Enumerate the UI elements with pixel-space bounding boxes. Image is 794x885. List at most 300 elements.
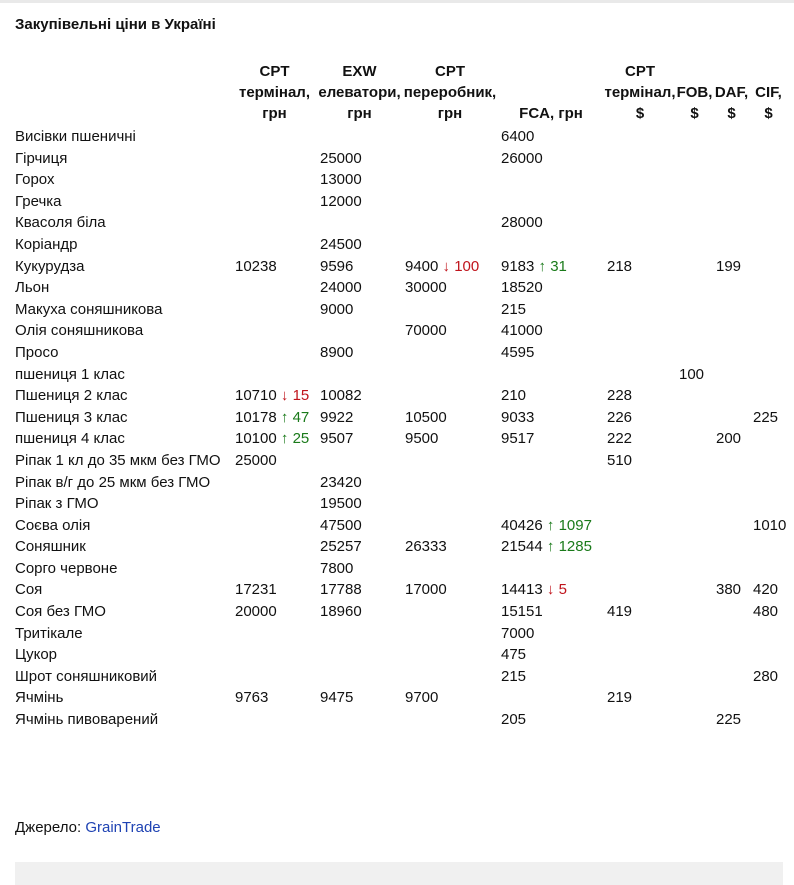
price-cell [402, 472, 498, 494]
price-cell [750, 385, 787, 407]
price-cell [676, 212, 713, 234]
price-cell [604, 407, 676, 429]
price-value: 10178 [235, 408, 277, 426]
price-cell [317, 320, 402, 342]
price-cell [232, 472, 317, 494]
price-cell [317, 342, 402, 364]
price-value: 18520 [501, 279, 543, 297]
table-row [12, 450, 787, 472]
column-header: EXW елеватори, грн [318, 63, 401, 122]
price-cell [676, 666, 713, 688]
price-value: 47500 [320, 516, 362, 534]
price-cell [498, 558, 604, 580]
price-cell [498, 277, 604, 299]
price-cell [604, 644, 676, 666]
price-cell [750, 515, 787, 537]
prices-table [12, 59, 787, 731]
change-value: 31 [550, 257, 567, 275]
price-cell [676, 579, 713, 601]
price-cell [713, 666, 750, 688]
price-cell [750, 256, 787, 278]
source-link[interactable]: GrainTrade [85, 819, 161, 836]
price-cell [604, 601, 676, 623]
price-value: 380 [716, 581, 742, 599]
product-name: Коріандр [15, 235, 78, 253]
price-cell [402, 450, 498, 472]
price-value: 9700 [405, 689, 439, 707]
change-indicator [281, 430, 309, 447]
price-value: 25257 [320, 538, 362, 556]
price-cell [750, 212, 787, 234]
product-name: Сорго червоне [15, 559, 118, 577]
price-cell [676, 364, 713, 386]
change-indicator [443, 258, 480, 275]
table-row [12, 515, 787, 537]
price-cell [713, 342, 750, 364]
price-value: 510 [607, 451, 633, 469]
price-cell [750, 601, 787, 623]
price-cell [232, 407, 317, 429]
price-cell [750, 234, 787, 256]
price-cell [317, 148, 402, 170]
price-cell [232, 709, 317, 731]
price-cell [604, 472, 676, 494]
price-cell [317, 256, 402, 278]
price-value: 419 [607, 603, 633, 621]
source-line [15, 819, 161, 836]
price-cell [317, 644, 402, 666]
price-cell [713, 558, 750, 580]
price-value: 10238 [235, 257, 277, 275]
price-cell [676, 234, 713, 256]
price-cell [676, 342, 713, 364]
price-cell [317, 515, 402, 537]
price-value: 210 [501, 387, 527, 405]
price-cell [713, 428, 750, 450]
price-cell [402, 277, 498, 299]
price-cell [676, 148, 713, 170]
price-value: 1010 [753, 516, 787, 534]
price-value: 15151 [501, 603, 543, 621]
product-name: Кукурудза [15, 257, 85, 275]
change-value: 15 [292, 387, 310, 405]
price-cell [402, 169, 498, 191]
price-cell [750, 666, 787, 688]
price-cell [402, 666, 498, 688]
price-cell [498, 407, 604, 429]
price-cell [750, 450, 787, 472]
price-cell [498, 687, 604, 709]
price-cell [317, 601, 402, 623]
price-cell [402, 407, 498, 429]
price-cell [317, 472, 402, 494]
arrow-up-icon: ↑ [546, 538, 555, 556]
price-cell [713, 472, 750, 494]
arrow-up-icon: ↑ [538, 257, 547, 275]
price-cell [604, 342, 676, 364]
price-value: 480 [753, 603, 779, 621]
product-name: Просо [15, 343, 59, 361]
product-name: Пшениця 3 клас [15, 408, 128, 426]
price-cell [676, 191, 713, 213]
price-value: 420 [753, 581, 779, 599]
price-cell [402, 148, 498, 170]
price-cell [604, 385, 676, 407]
price-cell [232, 234, 317, 256]
price-cell [713, 234, 750, 256]
price-cell [750, 623, 787, 645]
product-name: Тритікале [15, 624, 83, 642]
price-value: 17000 [405, 581, 447, 599]
price-cell [232, 687, 317, 709]
change-indicator [539, 258, 567, 275]
price-value: 24000 [320, 279, 362, 297]
price-cell [498, 450, 604, 472]
source-label: Джерело: [15, 819, 82, 836]
price-value: 25000 [320, 149, 362, 167]
price-cell [498, 601, 604, 623]
price-cell [676, 407, 713, 429]
table-row [12, 342, 787, 364]
footer-bar [15, 862, 783, 885]
price-cell [676, 428, 713, 450]
price-cell [402, 515, 498, 537]
price-value: 10710 [235, 387, 277, 405]
price-cell [604, 212, 676, 234]
product-name: Висівки пшеничні [15, 128, 136, 145]
change-indicator [281, 387, 309, 404]
price-cell [750, 644, 787, 666]
price-cell [750, 687, 787, 709]
price-cell [317, 299, 402, 321]
price-cell [750, 579, 787, 601]
price-cell [317, 191, 402, 213]
price-cell [713, 299, 750, 321]
price-cell [402, 644, 498, 666]
price-value: 225 [753, 408, 779, 426]
price-cell [713, 256, 750, 278]
price-cell [232, 385, 317, 407]
price-cell [402, 126, 498, 148]
price-cell [604, 191, 676, 213]
change-value: 1285 [558, 538, 592, 556]
price-cell [676, 536, 713, 558]
table-row [12, 428, 787, 450]
price-cell [604, 558, 676, 580]
price-cell [676, 515, 713, 537]
price-cell [750, 126, 787, 148]
price-cell [604, 169, 676, 191]
price-cell [676, 623, 713, 645]
price-value: 18960 [320, 603, 362, 621]
price-value: 205 [501, 711, 527, 729]
price-cell [713, 536, 750, 558]
price-cell [498, 493, 604, 515]
price-cell [676, 709, 713, 731]
price-value: 6400 [501, 128, 535, 145]
price-cell [232, 299, 317, 321]
column-header: CIF, $ [755, 84, 782, 122]
price-cell [604, 623, 676, 645]
product-name: Цукор [15, 646, 58, 664]
product-name: пшениця 4 клас [15, 430, 125, 448]
price-cell [676, 472, 713, 494]
price-cell [713, 493, 750, 515]
price-cell [604, 515, 676, 537]
price-cell [402, 385, 498, 407]
price-cell [232, 601, 317, 623]
price-cell [402, 493, 498, 515]
table-row [12, 666, 787, 688]
price-cell [232, 126, 317, 148]
price-cell [498, 364, 604, 386]
price-cell [232, 277, 317, 299]
price-cell [676, 256, 713, 278]
price-cell [498, 709, 604, 731]
price-cell [713, 601, 750, 623]
price-cell [402, 364, 498, 386]
price-value: 226 [607, 408, 633, 426]
price-cell [498, 428, 604, 450]
price-cell [232, 536, 317, 558]
table-row [12, 385, 787, 407]
product-name: Пшениця 2 клас [15, 387, 128, 405]
table-row [12, 169, 787, 191]
product-name: Соя без ГМО [15, 603, 106, 621]
price-cell [676, 385, 713, 407]
product-name: Льон [15, 279, 50, 297]
column-header: CPT переробник, грн [403, 63, 497, 122]
price-cell [604, 666, 676, 688]
price-cell [498, 623, 604, 645]
product-name: Ячмінь пивоварений [15, 711, 159, 729]
price-value: 9000 [320, 300, 354, 318]
price-cell [498, 472, 604, 494]
price-cell [498, 515, 604, 537]
price-cell [604, 579, 676, 601]
price-cell [317, 212, 402, 234]
price-cell [713, 385, 750, 407]
price-value: 26000 [501, 149, 543, 167]
price-value: 9033 [501, 408, 535, 426]
price-value: 40426 [501, 516, 543, 534]
price-cell [232, 428, 317, 450]
arrow-down-icon: ↓ [546, 581, 555, 599]
column-header: CPT термінал, грн [238, 63, 310, 122]
price-value: 17231 [235, 581, 277, 599]
product-name: Горох [15, 171, 55, 189]
price-cell [402, 536, 498, 558]
table-row [12, 407, 787, 429]
price-cell [750, 558, 787, 580]
price-cell [498, 169, 604, 191]
table-row [12, 277, 787, 299]
price-value: 199 [716, 257, 742, 275]
price-cell [498, 126, 604, 148]
change-value: 1097 [558, 516, 592, 534]
price-cell [604, 493, 676, 515]
price-cell [604, 256, 676, 278]
product-name: Ріпак з ГМО [15, 495, 99, 513]
change-indicator [547, 581, 567, 598]
table-row [12, 148, 787, 170]
price-cell [317, 428, 402, 450]
table-header-row [12, 59, 787, 126]
product-name: Ріпак 1 кл до 35 мкм без ГМО [15, 451, 221, 469]
price-cell [402, 320, 498, 342]
price-cell [713, 687, 750, 709]
price-value: 17788 [320, 581, 362, 599]
price-cell [713, 515, 750, 537]
price-cell [713, 277, 750, 299]
price-cell [713, 212, 750, 234]
price-value: 25000 [235, 451, 277, 469]
table-row [12, 536, 787, 558]
table-row [12, 601, 787, 623]
price-cell [604, 148, 676, 170]
price-cell [750, 148, 787, 170]
price-value: 9500 [405, 430, 439, 448]
table-row [12, 579, 787, 601]
price-cell [402, 191, 498, 213]
price-value: 215 [501, 667, 527, 685]
price-cell [750, 299, 787, 321]
price-cell [498, 320, 604, 342]
price-cell [402, 212, 498, 234]
price-value: 9183 [501, 257, 535, 275]
product-name: Гірчиця [15, 149, 68, 167]
price-cell [232, 644, 317, 666]
price-cell [498, 579, 604, 601]
price-value: 215 [501, 300, 527, 318]
price-cell [232, 191, 317, 213]
price-value: 7000 [501, 624, 535, 642]
price-cell [232, 666, 317, 688]
price-cell [402, 256, 498, 278]
price-cell [402, 342, 498, 364]
price-value: 70000 [405, 322, 447, 340]
change-value: 47 [292, 408, 310, 426]
table-row [12, 212, 787, 234]
price-cell [604, 320, 676, 342]
column-header [12, 59, 232, 126]
price-cell [604, 687, 676, 709]
price-value: 4595 [501, 343, 535, 361]
price-value: 12000 [320, 192, 362, 210]
price-value: 41000 [501, 322, 543, 340]
product-name: Соєва олія [15, 516, 91, 534]
arrow-up-icon: ↑ [280, 430, 289, 448]
price-value: 9922 [320, 408, 354, 426]
arrow-up-icon: ↑ [280, 408, 289, 426]
price-cell [604, 536, 676, 558]
price-cell [232, 169, 317, 191]
price-value: 23420 [320, 473, 362, 491]
table-row [12, 126, 787, 148]
price-cell [317, 579, 402, 601]
price-value: 475 [501, 646, 527, 664]
price-cell [713, 148, 750, 170]
price-value: 9400 [405, 257, 439, 275]
column-header: DAF, $ [714, 84, 749, 122]
price-cell [604, 450, 676, 472]
price-cell [317, 450, 402, 472]
price-cell [232, 623, 317, 645]
price-value: 218 [607, 257, 633, 275]
price-cell [232, 342, 317, 364]
price-value: 24500 [320, 235, 362, 253]
price-cell [402, 687, 498, 709]
price-cell [750, 536, 787, 558]
price-cell [402, 709, 498, 731]
price-cell [604, 299, 676, 321]
price-cell [676, 277, 713, 299]
table-row [12, 234, 787, 256]
price-cell [317, 687, 402, 709]
price-cell [317, 234, 402, 256]
table-row [12, 256, 787, 278]
price-cell [317, 623, 402, 645]
price-value: 14413 [501, 581, 543, 599]
price-cell [498, 342, 604, 364]
price-cell [317, 385, 402, 407]
price-cell [713, 169, 750, 191]
price-cell [402, 299, 498, 321]
change-value: 25 [292, 430, 310, 448]
price-cell [232, 450, 317, 472]
price-cell [232, 558, 317, 580]
price-value: 13000 [320, 171, 362, 189]
price-cell [713, 579, 750, 601]
price-cell [713, 644, 750, 666]
price-cell [317, 126, 402, 148]
price-cell [232, 364, 317, 386]
price-value: 28000 [501, 214, 543, 232]
price-cell [402, 234, 498, 256]
price-value: 225 [716, 711, 742, 729]
price-cell [676, 169, 713, 191]
product-name: Макуха соняшникова [15, 300, 163, 318]
table-row [12, 364, 787, 386]
price-cell [317, 666, 402, 688]
price-cell [317, 493, 402, 515]
price-value: 20000 [235, 603, 277, 621]
price-cell [317, 277, 402, 299]
price-cell [604, 126, 676, 148]
table-row [12, 644, 787, 666]
table-row [12, 299, 787, 321]
price-cell [317, 558, 402, 580]
price-cell [402, 579, 498, 601]
price-cell [604, 277, 676, 299]
price-value: 9596 [320, 257, 354, 275]
price-cell [713, 450, 750, 472]
page-title: Закупівельні ціни в Україні [15, 16, 216, 33]
column-header: FCA, грн [519, 105, 583, 122]
table-row [12, 472, 787, 494]
arrow-down-icon: ↓ [280, 387, 289, 405]
price-value: 10100 [235, 430, 277, 448]
price-cell [317, 364, 402, 386]
price-cell [750, 364, 787, 386]
price-cell [317, 709, 402, 731]
price-cell [604, 364, 676, 386]
price-cell [232, 320, 317, 342]
price-cell [402, 558, 498, 580]
price-cell [676, 126, 713, 148]
price-cell [402, 428, 498, 450]
price-value: 200 [716, 430, 742, 448]
